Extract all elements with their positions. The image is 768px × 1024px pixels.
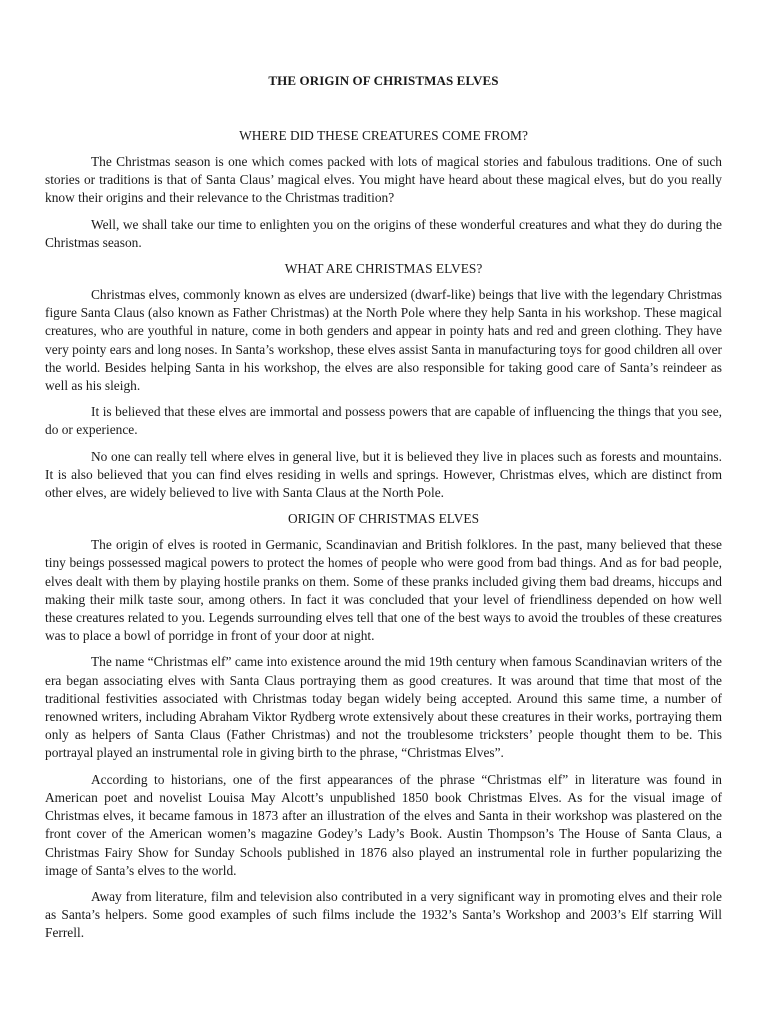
- document-page: [45, 72, 722, 951]
- section-what-are: [45, 260, 722, 502]
- section-heading: WHERE DID THESE CREATURES COME FROM?: [239, 128, 528, 143]
- paragraph: According to historians, one of the first appearances of the phrase “Christmas elf” in literature was found in American poet and novelist Louisa May Alcott’s unpublished 1850 book Christmas Elves. As for the visual image of Christmas elves, it became famous in 1873 after an illustration of the elves and Santa in their workshop was plastered on the front cover of the American women’s magazine Godey’s Lady’s Book. Austin Thompson’s The House of Santa Claus, a Christmas Fairy Show for Sunday Schools published in 1876 also played an instrumental role in further popularizing the image of Santa’s elves to the world.: [45, 771, 722, 878]
- paragraph: It is believed that these elves are immortal and possess powers that are capable of influencing the things that you see, do or experience.: [45, 404, 722, 438]
- section-heading: ORIGIN OF CHRISTMAS ELVES: [287, 511, 480, 527]
- paragraph: Away from literature, film and television also contributed in a very significant way in promoting elves and their role as Santa’s helpers. Some good examples of such films include the 1932’s Santa’s Workshop and 2003’s Elf starring Will Ferrell.: [45, 888, 722, 941]
- section-where-from: [45, 127, 722, 252]
- paragraph: The Christmas season is one which comes packed with lots of magical stories and fabulous traditions. One of such stories or traditions is that of Santa Claus’ magical elves. You might have heard about these magical elves, but do you really know their origins and their relevance to the Christmas tradition?: [45, 154, 722, 206]
- paragraph: Well, we shall take our time to enlighten you on the origins of these wonderful creatures and what they do during the Christmas season.: [45, 216, 722, 250]
- paragraph: The name “Christmas elf” came into existence around the mid 19th century when famous Scandinavian writers of the era began associating elves with Santa Claus portraying them as good creatures. It was around that time that most of the traditional festivities associated with Christmas today began widely being accepted. Around this same time, a number of renowned writers, including Abraham Viktor Rydberg wrote extensively about these creatures in their works, portraying them only as helpers of Santa Claus (Father Christmas) and not the troublesome tricksters’ people thought them to be. This portrayal played an instrumental role in giving birth to the phrase, “Christmas Elves”.: [45, 654, 722, 761]
- section-heading: WHAT ARE CHRISTMAS ELVES?: [284, 261, 483, 277]
- paragraph: Christmas elves, commonly known as elves are undersized (dwarf-like) beings that live with the legendary Christmas figure Santa Claus (also known as Father Christmas) at the North Pole where they help Santa in his workshop. These magical creatures, who are youthful in nature, come in both genders and appear in pointy hats and red and green clothing. They have very pointy ears and long noses. In Santa’s workshop, these elves assist Santa in manufacturing toys for good children all over the world. Besides helping Santa in his workshop, the elves are also responsible for taking good care of Santa’s reindeer as well as his sleigh.: [45, 287, 722, 394]
- paragraph: The origin of elves is rooted in Germanic, Scandinavian and British folklores. In the past, many believed that these tiny beings possessed magical powers to protect the homes of people who were good from bad things. And as for bad people, elves dealt with them by playing hostile pranks on them. Some of these pranks included giving them bad dreams, hiccups and making their milk taste sour, among others. In fact it was concluded that your level of friendliness depended on how well these creatures related to you. Legends surrounding elves tell that one of the best ways to avoid the troubles of these creatures was to place a bowl of porridge in front of your door at night.: [45, 537, 722, 644]
- section-origin: [45, 510, 722, 942]
- paragraph: No one can really tell where elves in general live, but it is believed they live in places such as forests and mountains. It is also believed that you can find elves residing in wells and springs. However, Christmas elves, which are distinct from other elves, are widely believed to live with Santa Claus at the North Pole.: [45, 448, 722, 501]
- document-title: THE ORIGIN OF CHRISTMAS ELVES: [268, 73, 499, 88]
